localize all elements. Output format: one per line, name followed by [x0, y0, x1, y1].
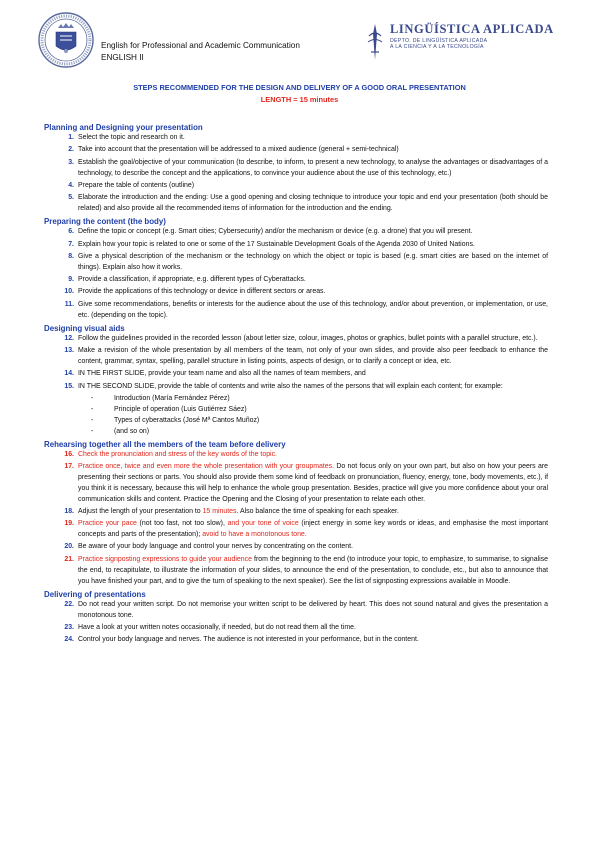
- list-item: 10. Provide the applications of this technology or device in different sectors or areas.: [64, 288, 326, 296]
- list-item: 2. Take into account that the presentation will be addressed to a mixed audience (general + semi-technical): [68, 146, 399, 154]
- university-seal-logo: [38, 12, 94, 68]
- course-level: ENGLISH II: [101, 53, 144, 62]
- list-item: 20. Be aware of your body language and control your nerves by concentrating on the content.: [64, 543, 353, 551]
- document-title: STEPS RECOMMENDED FOR THE DESIGN AND DELIVERY OF A GOOD ORAL PRESENTATION: [133, 83, 466, 92]
- example-item: - Types of cyberattacks (José Mª Cantos Muñoz): [91, 416, 260, 424]
- section-heading-delivering: Delivering of presentations: [44, 589, 146, 599]
- section-heading-visual-aids: Designing visual aids: [44, 323, 125, 333]
- list-item: 22. Do not read your written script. Do not memorise your written script to be delivered by heart. This does not sound natural and gives the presentation a monotonous tone.: [64, 600, 548, 619]
- section-heading-rehearsing: Rehearsing together all the members of the team before delivery: [44, 439, 286, 449]
- list-item: 7. Explain how your topic is related to one or some of the 17 Sustainable Development Goals of the Agenda 2030 of United Nations.: [68, 240, 475, 248]
- department-logo: [366, 22, 554, 62]
- course-info: [101, 40, 300, 64]
- department-subtitle: DEPTO. DE LINGÜÍSTICA APLICADA A LA CIENCIA Y A LA TECNOLOGÍA: [390, 38, 488, 50]
- list-item: 23. Have a look at your written notes occasionally, if needed, but do not read them all the time.: [64, 624, 356, 632]
- list-item: 8. Give a physical description of the mechanism or the technology on which the object or topic is based (e.g. smart cities are based on the internet of things). Explain also how it works.: [68, 252, 548, 271]
- list-item: 1. Select the topic and research on it.: [68, 134, 185, 141]
- list-item: 14. IN THE FIRST SLIDE, provide your team name and also all the names of team members, and: [64, 370, 366, 378]
- list-item: 11. Give some recommendations, benefits or interests for the audience about the use of this technology, and/or about prevention, or implementation, or use, etc. (depending on the topic).: [64, 300, 548, 319]
- section-heading-planning: Planning and Designing your presentation: [44, 123, 203, 132]
- list-item: 13. Make a revision of the whole presentation by all members of the team, not only of your own slides, and provide also peer feedback to enhance the content, grammar, syntax, spelling, parallel structure in listing points, aspects of design, or to clarify a concept or idea, etc.: [64, 347, 548, 366]
- list-item: 9. Provide a classification, if appropriate, e.g. different types of Cyberattacks.: [68, 276, 306, 284]
- example-item: - (and so on): [91, 427, 150, 435]
- list-item: 4. Prepare the table of contents (outline): [68, 181, 195, 189]
- department-emblem-icon: [366, 22, 384, 62]
- list-item: 19. Practice your pace (not too fast, not too slow), and your tone of voice (inject energy in some key words or ideas, and emphasise the most important concepts and parts of the presentation); avoid to have a monotonous tone.: [64, 520, 548, 539]
- list-item: 24. Control your body language and nerves. The audience is not interested in your performance, but in the content.: [64, 636, 419, 644]
- section-heading-preparing: Preparing the content (the body): [44, 217, 166, 227]
- presentation-length: LENGTH = 15 minutes: [260, 95, 339, 104]
- list-item: 5. Elaborate the introduction and the ending: Use a good opening and closing technique to introduce your topic and end your presentation (both should be related) and also provide all the recommended items of information for the introduction and the ending.: [68, 194, 548, 212]
- department-name: LINGÜÍSTICA APLICADA: [390, 22, 554, 36]
- list-item: 18. Adjust the length of your presentation to 15 minutes. Also balance the time of speaking for each speaker.: [64, 507, 399, 515]
- list-item: 3. Establish the goal/objective of your communication (to describe, to inform, to present a new technology, to analyse the advantages or disadvantages of a technology, to describe the concept and the applications, to convince your audience about the use of this technology, etc.): [68, 158, 548, 177]
- example-item: - Introduction (María Fernández Pérez): [91, 394, 230, 402]
- list-item: 16. Check the pronunciation and stress of the key words of the topic.: [64, 450, 277, 458]
- list-item: 17. Practice once, twice and even more the whole presentation with your groupmates. Do not focus only on your own part, but also on how your peers are presenting their sections or parts. You should also provide them some kind of feedback on pronunciation, fluency, energy, tone, body movements, etc.), if you think it is necessary, because this will help to enhance the whole group presentation. Besides, practice will give you more confidence about your oral communication skills and content. Practice the Opening and the Closing of your presentation to relate each other.: [64, 462, 548, 503]
- list-item: 12. Follow the guidelines provided in the recorded lesson (about letter size, colour, images, photos or graphics, bullet points with a parallel structure, etc.).: [64, 334, 538, 342]
- list-item: 21. Practice signposting expressions to guide your audience from the beginning to the end (to introduce your topic, to emphasize, to summarise, to signalise the end, to recapitulate, to illustrate the information of your slides, to announce the end of the presentation, to conclude, etc., but also to announce that you have finished your part, and to give the turn of speaking to the next speaker). See the list of signposting expressions available in Moodle.: [64, 555, 548, 585]
- list-item: 15. IN THE SECOND SLIDE, provide the table of contents and write also the names of the persons that will explain each content; for example:: [64, 382, 503, 390]
- course-title: English for Professional and Academic Communication: [101, 41, 300, 50]
- document-body: [44, 121, 548, 648]
- list-item: 6. Define the topic or concept (e.g. Smart cities; Cybersecurity) and/or the mechanism or device (e.g. a drone) that you will present.: [68, 228, 473, 236]
- example-item: - Principle of operation (Luis Gutiérrez Sáez): [91, 405, 247, 413]
